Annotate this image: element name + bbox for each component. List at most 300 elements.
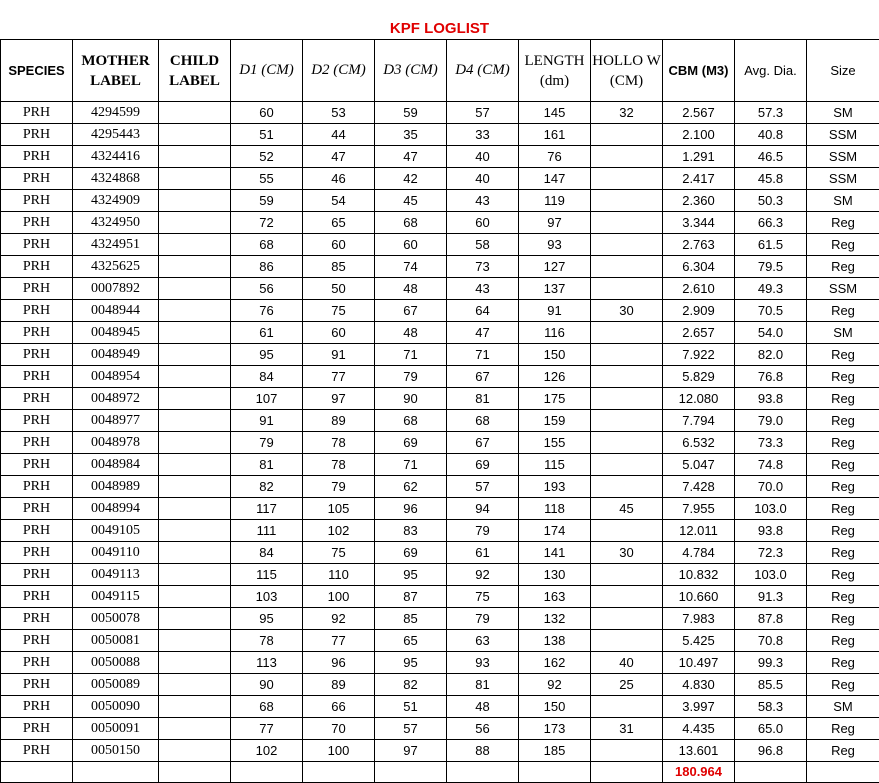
col-header-species: SPECIES — [1, 40, 73, 102]
cell-hollow: 30 — [591, 542, 663, 564]
cell-d4: 57 — [447, 102, 519, 124]
cell-hollow — [591, 146, 663, 168]
cell-size: SM — [807, 322, 879, 344]
cell-cbm: 6.304 — [663, 256, 735, 278]
cell-size: Reg — [807, 410, 879, 432]
cell-hollow — [591, 366, 663, 388]
cell-species: PRH — [1, 652, 73, 674]
cell-mother-label: 0048972 — [73, 388, 159, 410]
table-row — [1, 498, 879, 520]
cell-child-label — [159, 124, 231, 146]
cell-mother-label: 0048944 — [73, 300, 159, 322]
total-empty-cell — [591, 762, 663, 783]
cell-species: PRH — [1, 190, 73, 212]
cell-hollow — [591, 190, 663, 212]
cell-hollow — [591, 124, 663, 146]
cell-d3: 59 — [375, 102, 447, 124]
cell-cbm: 4.830 — [663, 674, 735, 696]
cell-d1: 56 — [231, 278, 303, 300]
cell-species: PRH — [1, 212, 73, 234]
cell-cbm: 2.417 — [663, 168, 735, 190]
cell-d4: 43 — [447, 190, 519, 212]
cell-size: Reg — [807, 542, 879, 564]
cell-avg-dia: 40.8 — [735, 124, 807, 146]
cell-species: PRH — [1, 278, 73, 300]
cell-avg-dia: 70.5 — [735, 300, 807, 322]
cell-hollow — [591, 432, 663, 454]
cell-child-label — [159, 498, 231, 520]
cell-d3: 57 — [375, 718, 447, 740]
cell-d3: 42 — [375, 168, 447, 190]
cell-d2: 79 — [303, 476, 375, 498]
cell-mother-label: 0048949 — [73, 344, 159, 366]
cell-d1: 78 — [231, 630, 303, 652]
cell-d2: 75 — [303, 300, 375, 322]
cell-mother-label: 0048994 — [73, 498, 159, 520]
cell-species: PRH — [1, 168, 73, 190]
cell-hollow — [591, 322, 663, 344]
cell-child-label — [159, 212, 231, 234]
cell-size: Reg — [807, 718, 879, 740]
cell-child-label — [159, 542, 231, 564]
cell-d2: 75 — [303, 542, 375, 564]
cell-d3: 48 — [375, 278, 447, 300]
cell-d3: 67 — [375, 300, 447, 322]
table-row — [1, 322, 879, 344]
cell-d1: 115 — [231, 564, 303, 586]
cell-avg-dia: 103.0 — [735, 564, 807, 586]
cell-avg-dia: 70.0 — [735, 476, 807, 498]
cell-d2: 44 — [303, 124, 375, 146]
cell-species: PRH — [1, 234, 73, 256]
table-row — [1, 146, 879, 168]
cell-size: Reg — [807, 608, 879, 630]
cell-d4: 48 — [447, 696, 519, 718]
cell-d4: 57 — [447, 476, 519, 498]
cell-d1: 77 — [231, 718, 303, 740]
cell-hollow — [591, 586, 663, 608]
cell-d4: 75 — [447, 586, 519, 608]
cell-length: 132 — [519, 608, 591, 630]
cell-d3: 69 — [375, 432, 447, 454]
cell-mother-label: 0049115 — [73, 586, 159, 608]
cell-child-label — [159, 300, 231, 322]
cell-avg-dia: 66.3 — [735, 212, 807, 234]
cell-d4: 67 — [447, 432, 519, 454]
cell-d3: 96 — [375, 498, 447, 520]
col-header-mother-label: MOTHER LABEL — [73, 40, 159, 102]
cell-d2: 77 — [303, 630, 375, 652]
table-row — [1, 542, 879, 564]
cell-species: PRH — [1, 102, 73, 124]
cell-d2: 91 — [303, 344, 375, 366]
col-header-d1: D1 (CM) — [231, 40, 303, 102]
cell-size: Reg — [807, 300, 879, 322]
col-header-length: LENGTH (dm) — [519, 40, 591, 102]
cell-avg-dia: 96.8 — [735, 740, 807, 762]
cell-d3: 87 — [375, 586, 447, 608]
cell-d4: 47 — [447, 322, 519, 344]
cell-d1: 117 — [231, 498, 303, 520]
cell-d4: 69 — [447, 454, 519, 476]
cell-hollow — [591, 344, 663, 366]
cell-d2: 97 — [303, 388, 375, 410]
cell-cbm: 13.601 — [663, 740, 735, 762]
cell-d2: 60 — [303, 322, 375, 344]
cell-d1: 76 — [231, 300, 303, 322]
cell-avg-dia: 70.8 — [735, 630, 807, 652]
cell-hollow — [591, 608, 663, 630]
cell-length: 116 — [519, 322, 591, 344]
cell-child-label — [159, 696, 231, 718]
cell-size: SSM — [807, 146, 879, 168]
cell-child-label — [159, 674, 231, 696]
cell-length: 175 — [519, 388, 591, 410]
cell-d1: 81 — [231, 454, 303, 476]
cell-child-label — [159, 652, 231, 674]
table-row — [1, 630, 879, 652]
table-row — [1, 696, 879, 718]
cell-avg-dia: 76.8 — [735, 366, 807, 388]
cell-d4: 88 — [447, 740, 519, 762]
cell-species: PRH — [1, 740, 73, 762]
table-row — [1, 366, 879, 388]
cell-length: 147 — [519, 168, 591, 190]
cell-d2: 77 — [303, 366, 375, 388]
cell-d4: 81 — [447, 674, 519, 696]
cell-cbm: 7.922 — [663, 344, 735, 366]
cell-species: PRH — [1, 608, 73, 630]
table-row — [1, 520, 879, 542]
cell-d2: 100 — [303, 740, 375, 762]
cell-child-label — [159, 146, 231, 168]
cell-mother-label: 4324951 — [73, 234, 159, 256]
total-empty-cell — [735, 762, 807, 783]
cell-child-label — [159, 322, 231, 344]
cell-species: PRH — [1, 476, 73, 498]
cell-hollow — [591, 476, 663, 498]
cell-size: Reg — [807, 498, 879, 520]
cell-size: Reg — [807, 520, 879, 542]
cell-cbm: 3.344 — [663, 212, 735, 234]
cell-child-label — [159, 234, 231, 256]
cell-avg-dia: 45.8 — [735, 168, 807, 190]
cell-avg-dia: 58.3 — [735, 696, 807, 718]
cell-child-label — [159, 718, 231, 740]
cell-size: Reg — [807, 366, 879, 388]
cell-mother-label: 0050091 — [73, 718, 159, 740]
cell-hollow — [591, 740, 663, 762]
cell-size: Reg — [807, 454, 879, 476]
cell-child-label — [159, 454, 231, 476]
cell-hollow: 30 — [591, 300, 663, 322]
cell-d3: 35 — [375, 124, 447, 146]
cell-size: SM — [807, 696, 879, 718]
cell-d3: 97 — [375, 740, 447, 762]
cell-d3: 47 — [375, 146, 447, 168]
cell-d4: 79 — [447, 520, 519, 542]
table-row — [1, 740, 879, 762]
loglist-table — [0, 39, 879, 783]
cell-length: 193 — [519, 476, 591, 498]
cell-d3: 79 — [375, 366, 447, 388]
cell-d3: 51 — [375, 696, 447, 718]
cell-hollow — [591, 234, 663, 256]
cell-avg-dia: 93.8 — [735, 520, 807, 542]
cell-hollow — [591, 630, 663, 652]
cell-d1: 95 — [231, 608, 303, 630]
cell-length: 76 — [519, 146, 591, 168]
cell-cbm: 2.763 — [663, 234, 735, 256]
cell-d1: 84 — [231, 366, 303, 388]
table-row — [1, 102, 879, 124]
cell-d2: 70 — [303, 718, 375, 740]
cell-avg-dia: 79.5 — [735, 256, 807, 278]
cell-mother-label: 0049110 — [73, 542, 159, 564]
cell-size: Reg — [807, 652, 879, 674]
cell-size: Reg — [807, 256, 879, 278]
cell-hollow — [591, 388, 663, 410]
cell-cbm: 2.909 — [663, 300, 735, 322]
total-empty-cell — [1, 762, 73, 783]
cell-d1: 113 — [231, 652, 303, 674]
cell-avg-dia: 61.5 — [735, 234, 807, 256]
cell-mother-label: 0050090 — [73, 696, 159, 718]
cell-avg-dia: 99.3 — [735, 652, 807, 674]
cell-cbm: 10.660 — [663, 586, 735, 608]
cell-d2: 66 — [303, 696, 375, 718]
cell-d1: 84 — [231, 542, 303, 564]
cell-child-label — [159, 432, 231, 454]
cell-d1: 95 — [231, 344, 303, 366]
table-row — [1, 278, 879, 300]
cell-length: 126 — [519, 366, 591, 388]
cell-d4: 93 — [447, 652, 519, 674]
col-header-avg-dia: Avg. Dia. — [735, 40, 807, 102]
cell-length: 174 — [519, 520, 591, 542]
cell-d3: 60 — [375, 234, 447, 256]
cell-mother-label: 0050089 — [73, 674, 159, 696]
cell-child-label — [159, 476, 231, 498]
cell-species: PRH — [1, 432, 73, 454]
cell-species: PRH — [1, 388, 73, 410]
cell-child-label — [159, 344, 231, 366]
cell-d4: 40 — [447, 146, 519, 168]
col-header-cbm: CBM (M3) — [663, 40, 735, 102]
cell-cbm: 2.567 — [663, 102, 735, 124]
cell-length: 137 — [519, 278, 591, 300]
cell-size: Reg — [807, 564, 879, 586]
header-row — [1, 40, 879, 102]
cell-avg-dia: 73.3 — [735, 432, 807, 454]
cell-d1: 68 — [231, 696, 303, 718]
cell-species: PRH — [1, 586, 73, 608]
cell-species: PRH — [1, 256, 73, 278]
cell-cbm: 4.435 — [663, 718, 735, 740]
col-header-child-label: CHILD LABEL — [159, 40, 231, 102]
cell-d2: 54 — [303, 190, 375, 212]
cell-species: PRH — [1, 630, 73, 652]
cell-length: 163 — [519, 586, 591, 608]
cell-d4: 58 — [447, 234, 519, 256]
cell-hollow — [591, 212, 663, 234]
cell-d4: 94 — [447, 498, 519, 520]
cell-cbm: 1.291 — [663, 146, 735, 168]
cell-d3: 90 — [375, 388, 447, 410]
cell-length: 155 — [519, 432, 591, 454]
cell-mother-label: 0050081 — [73, 630, 159, 652]
cell-avg-dia: 49.3 — [735, 278, 807, 300]
cell-d4: 63 — [447, 630, 519, 652]
cell-d1: 103 — [231, 586, 303, 608]
cell-size: Reg — [807, 740, 879, 762]
cell-d1: 72 — [231, 212, 303, 234]
cell-d2: 92 — [303, 608, 375, 630]
cell-d1: 68 — [231, 234, 303, 256]
cell-d3: 48 — [375, 322, 447, 344]
cell-size: Reg — [807, 344, 879, 366]
cell-length: 127 — [519, 256, 591, 278]
cell-mother-label: 4324868 — [73, 168, 159, 190]
cell-hollow: 45 — [591, 498, 663, 520]
cell-length: 118 — [519, 498, 591, 520]
col-header-d3: D3 (CM) — [375, 40, 447, 102]
cell-d2: 102 — [303, 520, 375, 542]
cell-hollow: 40 — [591, 652, 663, 674]
table-row — [1, 652, 879, 674]
cell-d4: 73 — [447, 256, 519, 278]
cell-d4: 40 — [447, 168, 519, 190]
cell-mother-label: 0048989 — [73, 476, 159, 498]
cell-hollow — [591, 410, 663, 432]
cell-child-label — [159, 608, 231, 630]
cell-child-label — [159, 168, 231, 190]
cell-d4: 92 — [447, 564, 519, 586]
col-header-d2: D2 (CM) — [303, 40, 375, 102]
cell-mother-label: 0007892 — [73, 278, 159, 300]
cell-cbm: 5.047 — [663, 454, 735, 476]
cell-d3: 95 — [375, 652, 447, 674]
cell-child-label — [159, 388, 231, 410]
cell-size: Reg — [807, 212, 879, 234]
cell-mother-label: 0048945 — [73, 322, 159, 344]
cell-hollow — [591, 520, 663, 542]
cell-cbm: 7.955 — [663, 498, 735, 520]
cell-mother-label: 0050150 — [73, 740, 159, 762]
cell-hollow: 31 — [591, 718, 663, 740]
cell-d2: 100 — [303, 586, 375, 608]
cell-mother-label: 4324416 — [73, 146, 159, 168]
cell-d4: 56 — [447, 718, 519, 740]
cell-cbm: 7.428 — [663, 476, 735, 498]
cell-cbm: 5.829 — [663, 366, 735, 388]
cell-child-label — [159, 520, 231, 542]
cell-species: PRH — [1, 498, 73, 520]
cell-d1: 55 — [231, 168, 303, 190]
cell-hollow — [591, 454, 663, 476]
cell-avg-dia: 46.5 — [735, 146, 807, 168]
cell-d2: 46 — [303, 168, 375, 190]
cell-d3: 68 — [375, 410, 447, 432]
cell-d3: 45 — [375, 190, 447, 212]
cell-avg-dia: 87.8 — [735, 608, 807, 630]
cell-d1: 91 — [231, 410, 303, 432]
cell-hollow — [591, 168, 663, 190]
cell-species: PRH — [1, 146, 73, 168]
cell-d2: 85 — [303, 256, 375, 278]
cell-avg-dia: 72.3 — [735, 542, 807, 564]
col-header-hollow: HOLLO W (CM) — [591, 40, 663, 102]
cell-d2: 89 — [303, 674, 375, 696]
cell-d2: 65 — [303, 212, 375, 234]
table-row — [1, 476, 879, 498]
cell-length: 161 — [519, 124, 591, 146]
cell-child-label — [159, 366, 231, 388]
cell-d2: 78 — [303, 432, 375, 454]
cell-d2: 96 — [303, 652, 375, 674]
table-row — [1, 718, 879, 740]
table-row — [1, 300, 879, 322]
cell-d3: 68 — [375, 212, 447, 234]
cell-d3: 83 — [375, 520, 447, 542]
cell-species: PRH — [1, 542, 73, 564]
cell-mother-label: 0048984 — [73, 454, 159, 476]
table-row — [1, 454, 879, 476]
table-row — [1, 432, 879, 454]
cell-cbm: 10.497 — [663, 652, 735, 674]
table-row — [1, 410, 879, 432]
cell-size: Reg — [807, 586, 879, 608]
cell-avg-dia: 103.0 — [735, 498, 807, 520]
table-row — [1, 256, 879, 278]
cell-length: 130 — [519, 564, 591, 586]
cell-d4: 64 — [447, 300, 519, 322]
cell-mother-label: 4325625 — [73, 256, 159, 278]
cell-avg-dia: 74.8 — [735, 454, 807, 476]
cell-d4: 60 — [447, 212, 519, 234]
cell-avg-dia: 57.3 — [735, 102, 807, 124]
cell-avg-dia: 79.0 — [735, 410, 807, 432]
cell-d2: 78 — [303, 454, 375, 476]
cell-length: 162 — [519, 652, 591, 674]
cell-species: PRH — [1, 300, 73, 322]
cell-d1: 111 — [231, 520, 303, 542]
cell-hollow — [591, 278, 663, 300]
cell-d2: 105 — [303, 498, 375, 520]
cell-length: 115 — [519, 454, 591, 476]
cell-child-label — [159, 410, 231, 432]
cell-length: 97 — [519, 212, 591, 234]
cell-size: Reg — [807, 234, 879, 256]
cell-mother-label: 0048954 — [73, 366, 159, 388]
cell-cbm: 5.425 — [663, 630, 735, 652]
loglist-body — [1, 102, 879, 762]
cell-d2: 110 — [303, 564, 375, 586]
table-row — [1, 388, 879, 410]
cell-avg-dia: 93.8 — [735, 388, 807, 410]
cell-child-label — [159, 630, 231, 652]
cell-length: 92 — [519, 674, 591, 696]
total-empty-cell — [519, 762, 591, 783]
cell-length: 145 — [519, 102, 591, 124]
cell-child-label — [159, 102, 231, 124]
cell-d1: 61 — [231, 322, 303, 344]
cell-d4: 67 — [447, 366, 519, 388]
cell-d3: 69 — [375, 542, 447, 564]
cell-d2: 89 — [303, 410, 375, 432]
total-row — [1, 762, 879, 783]
cell-mother-label: 4294599 — [73, 102, 159, 124]
